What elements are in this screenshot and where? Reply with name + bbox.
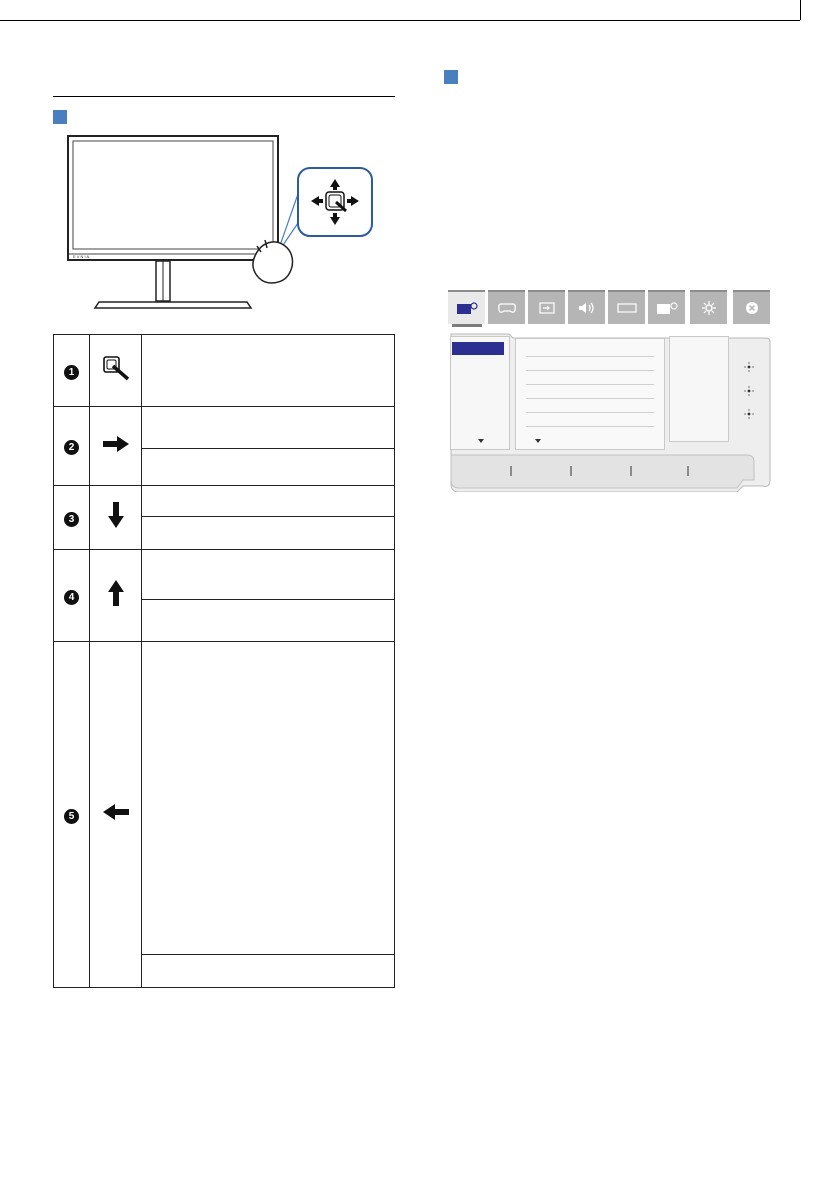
- osd-option-divider: [526, 412, 654, 413]
- osd-tab-pip[interactable]: [608, 290, 645, 324]
- row-number: 5: [64, 809, 79, 824]
- osd-tab-picture[interactable]: [448, 290, 485, 324]
- color-icon: [656, 301, 678, 315]
- audio-icon: [578, 302, 596, 314]
- osd-tab-audio[interactable]: [568, 290, 605, 324]
- table-row: [54, 486, 395, 517]
- gamepad-icon: [498, 302, 516, 314]
- nav-hint-icon: [744, 386, 754, 396]
- osd-option-divider: [526, 398, 654, 399]
- setup-icon: [702, 301, 716, 315]
- table-row: [54, 550, 395, 600]
- monitor-illustration: [55, 130, 375, 320]
- top-rule: [0, 20, 800, 21]
- key-description: [142, 407, 395, 449]
- osd-tab-input[interactable]: [528, 290, 565, 324]
- row-number: 2: [64, 440, 79, 455]
- control-keys-table: [53, 334, 395, 988]
- key-description: [142, 955, 395, 988]
- key-description: [142, 517, 395, 550]
- key-description: [142, 335, 395, 407]
- arrow-down-icon: [108, 502, 124, 528]
- table-row: [54, 335, 395, 407]
- table-row: [54, 407, 395, 449]
- arrow-left-icon: [103, 804, 129, 820]
- key-description: [142, 449, 395, 486]
- osd-option-divider: [526, 356, 654, 357]
- osd-tab-active-underline: [452, 324, 482, 327]
- input-icon: [539, 302, 555, 314]
- key-description: [142, 600, 395, 642]
- osd-options-panel: [515, 338, 665, 450]
- scroll-down-icon: [535, 439, 541, 443]
- osd-category-selected[interactable]: [452, 342, 504, 355]
- osd-option-divider: [526, 384, 654, 385]
- close-icon: [745, 301, 759, 315]
- osd-tab-close[interactable]: [733, 290, 770, 324]
- osd-tab-color[interactable]: [648, 290, 685, 324]
- table-row: [54, 642, 395, 955]
- osd-values-panel: [669, 336, 729, 442]
- osd-option-divider: [526, 370, 654, 371]
- osd-tab-game[interactable]: [488, 290, 525, 324]
- picture-icon: [456, 301, 478, 315]
- key-description: [142, 486, 395, 517]
- key-description: [142, 642, 395, 955]
- arrow-right-icon: [103, 436, 129, 452]
- left-section-marker: [53, 110, 67, 124]
- row-number: 3: [64, 512, 79, 527]
- nav-hint-icon: [744, 409, 754, 419]
- row-number: 1: [64, 365, 79, 380]
- key-description: [142, 550, 395, 600]
- pip-icon: [617, 303, 637, 313]
- osd-option-divider: [526, 426, 654, 427]
- svg-text:E V N I A: E V N I A: [73, 254, 90, 259]
- scroll-down-icon: [478, 439, 484, 443]
- joystick-press-icon: [101, 354, 131, 382]
- nav-hint-icon: [744, 362, 754, 372]
- osd-tab-setup[interactable]: [690, 290, 727, 324]
- row-number: 4: [64, 590, 79, 605]
- right-section-marker: [444, 70, 458, 84]
- left-section-rule: [53, 96, 395, 97]
- top-rule-tick: [800, 0, 801, 20]
- arrow-up-icon: [108, 580, 124, 606]
